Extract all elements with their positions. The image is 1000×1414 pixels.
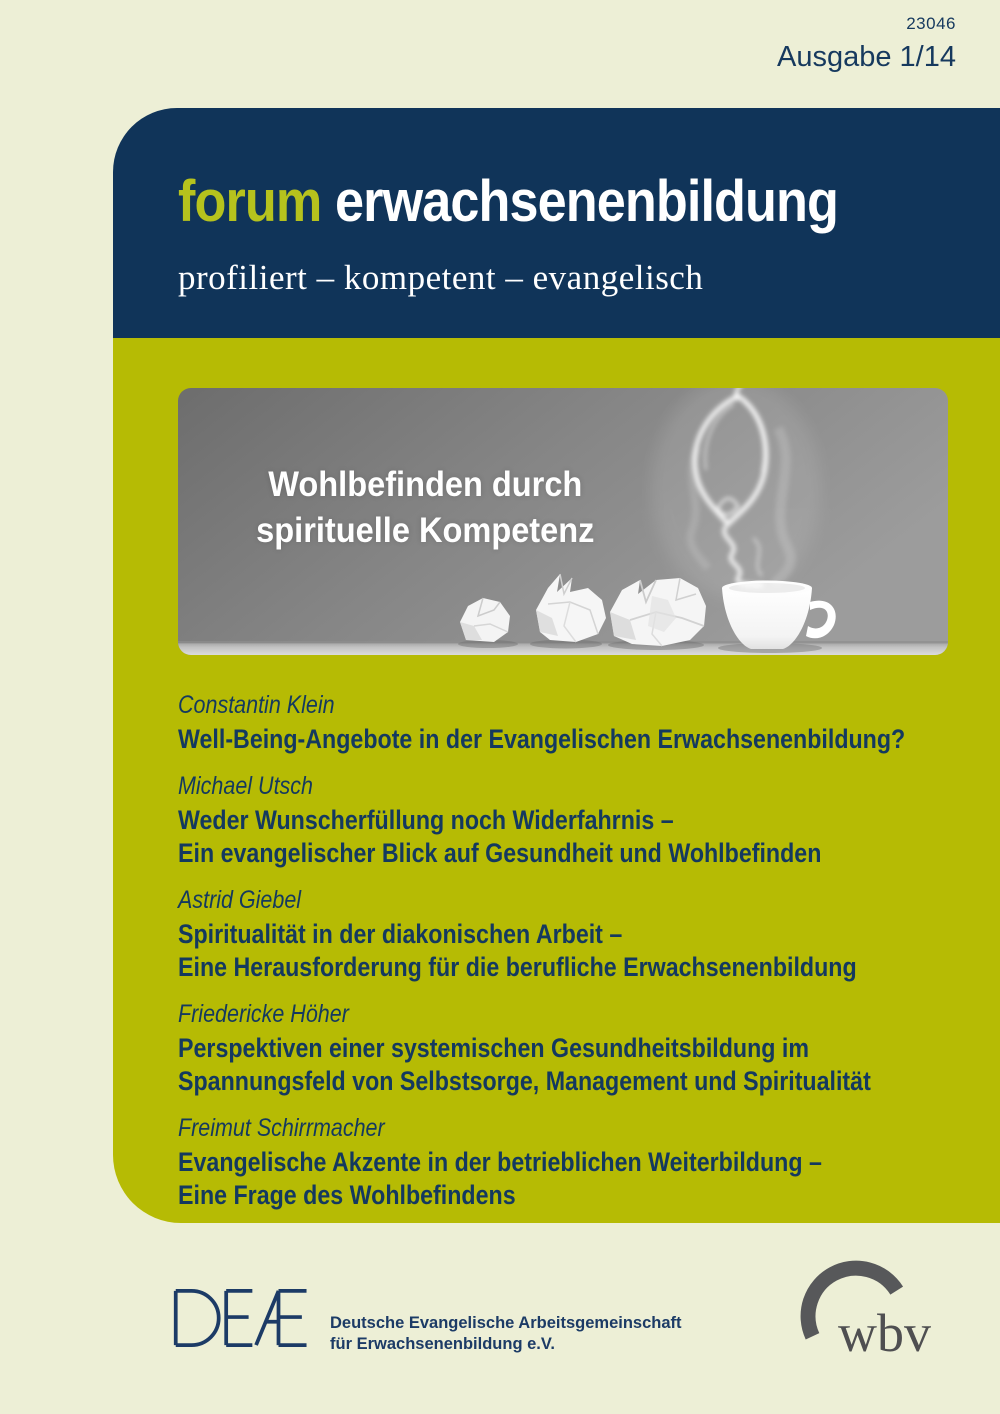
- article-title-line: Perspektiven einer systemischen Gesundheitsbildung im: [178, 1033, 810, 1063]
- article-title-line: Evangelische Akzente in der betrieblichen Weiterbildung –: [178, 1147, 822, 1177]
- article-title: [178, 723, 905, 756]
- article-title-line: Spannungsfeld von Selbstsorge, Management und Spiritualität: [178, 1066, 871, 1096]
- cover-photo: [178, 388, 948, 655]
- deae-caption-line1: Deutsche Evangelische Arbeitsgemeinschaft: [330, 1314, 682, 1332]
- magazine-title-accent: forum: [178, 169, 322, 234]
- magazine-title-rest: erwachsenenbildung: [335, 169, 839, 234]
- cover-headline-line2: spirituelle Kompetenz: [256, 511, 595, 550]
- wbv-publisher: [798, 1256, 960, 1368]
- cover-headline: [230, 462, 621, 554]
- deae-caption: [330, 1313, 682, 1355]
- article-title: [178, 1146, 905, 1212]
- deae-caption-line2: für Erwachsenenbildung e.V.: [330, 1335, 555, 1353]
- article-title-line: Ein evangelischer Blick auf Gesundheit und Wohlbefinden: [178, 838, 822, 868]
- issue-label: Ausgabe 1/14: [777, 41, 956, 73]
- article-author: Constantin Klein: [178, 691, 335, 719]
- magazine-title: [178, 168, 838, 235]
- article-title-line: Spiritualität in der diakonischen Arbeit –: [178, 919, 623, 949]
- cover-headline-line1: Wohlbefinden durch: [268, 465, 583, 504]
- article-entry: [178, 885, 905, 984]
- article-author: Freimut Schirrmacher: [178, 1114, 385, 1142]
- article-entry: [178, 771, 905, 870]
- article-entry: [178, 999, 905, 1098]
- article-entry: [178, 690, 905, 756]
- article-title-line: Eine Herausforderung für die berufliche Erwachsenenbildung: [178, 952, 857, 982]
- issue-code: 23046: [906, 14, 956, 33]
- deae-logo-icon: [172, 1286, 314, 1350]
- article-list: [178, 690, 905, 1227]
- article-title: [178, 918, 905, 984]
- article-entry: [178, 1113, 905, 1212]
- article-title-line: Eine Frage des Wohlbefindens: [178, 1180, 516, 1210]
- article-author: Friedericke Höher: [178, 1000, 349, 1028]
- article-title: [178, 804, 905, 870]
- cover-body: [113, 338, 1000, 1223]
- masthead: [113, 108, 1000, 338]
- article-author: Astrid Giebel: [178, 886, 302, 914]
- wbv-logo-icon: [798, 1256, 960, 1368]
- wbv-logo-text: wbv: [838, 1303, 931, 1363]
- article-title-line: Weder Wunscherfüllung noch Widerfahrnis –: [178, 805, 674, 835]
- deae-publisher: [172, 1286, 682, 1355]
- article-title: [178, 1032, 905, 1098]
- article-title-line: Well-Being-Angebote in der Evangelischen Erwachsenenbildung?: [178, 724, 906, 754]
- issue-meta: [777, 14, 956, 74]
- magazine-subtitle: profiliert – kompetent – evangelisch: [178, 258, 704, 297]
- article-author: Michael Utsch: [178, 772, 314, 800]
